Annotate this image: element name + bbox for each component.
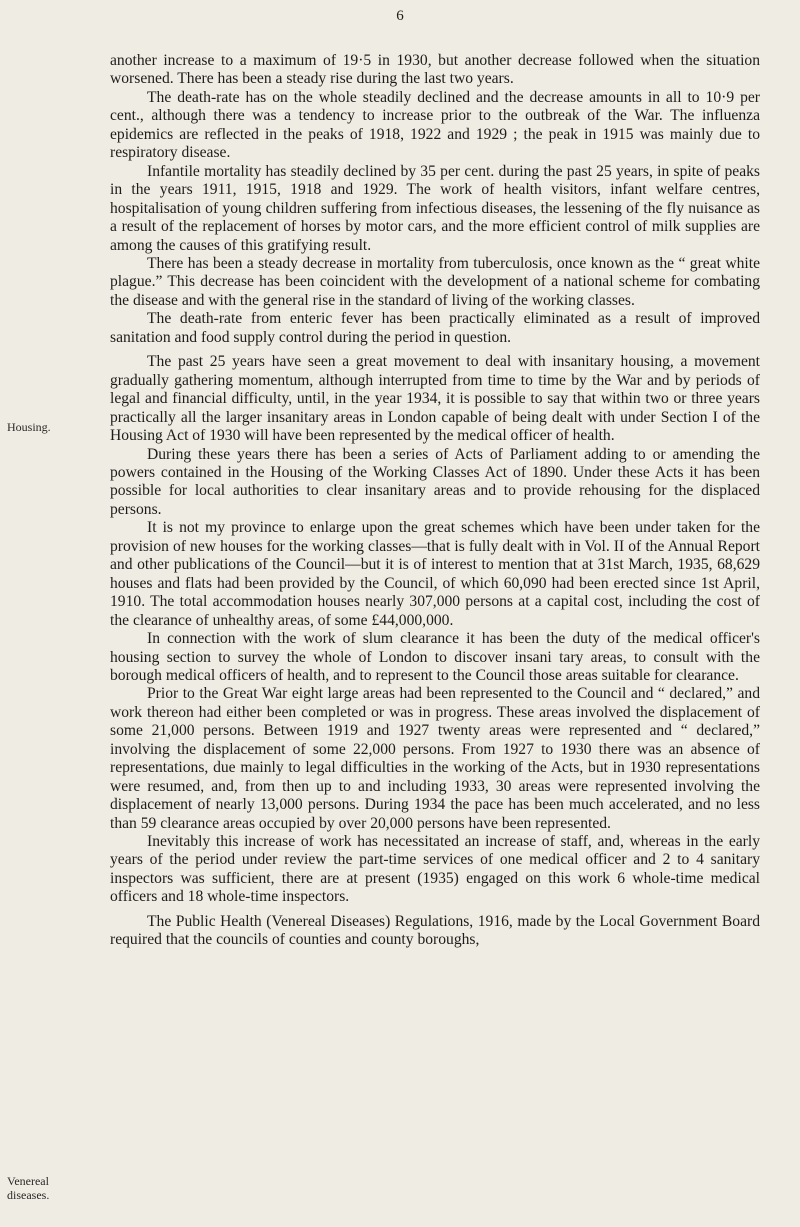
paragraph-tuberculosis: There has been a steady decrease in mortality from tuberculosis, once known as the “ great white plague.” This decrease has been coincident with the development of a national scheme for combating the disease and with the general rise in the standard of living of the working classes. xyxy=(110,254,760,309)
paragraph-housing-movement: The past 25 years have seen a great movement to deal with insanitary housing, a movement gradually gathering momentum, although interrupted from time to time by the War and by periods of legal and financial difficulty, until, in the year 1934, it is possible to say that within two or three years practically all the larger insanitary areas in London capable of being dealt with under Section I of the Housing Act of 1930 will have been represented by the medical officer of health. xyxy=(110,353,760,445)
paragraph-enteric-fever: The death-rate from enteric fever has been practically eliminated as a result of improved sanitation and food supply control during the period in question. xyxy=(110,310,760,346)
paragraph-infantile-mortality: Infantile mortality has steadily declined by 35 per cent. during the past 25 years, in spite of peaks in the years 1911, 1915, 1918 and 1929. The work of health visitors, infant welfare centres, hospitalisation of young children suffering from infectious diseases, the lessening of the fly nuisance as a result of the replacement of horses by motor cars, and the more efficient control of milk supplies are among the causes of this gratifying result. xyxy=(110,162,760,254)
margin-note-venereal-line2: diseases. xyxy=(7,1188,50,1202)
paragraph-staff-increase: Inevitably this increase of work has necessitated an increase of staff, and, whereas in the early years of the period under review the part-time services of one medical officer and 2 to 4 sanitary inspectors was sufficient, there are at present (1935) engaged on this work 6 whole-time medical officers and 18 whole-time inspectors. xyxy=(110,833,760,906)
margin-note-venereal-line1: Venereal xyxy=(7,1174,49,1188)
paragraph-new-houses: It is not my province to enlarge upon the great schemes which have been under taken for the provision of new houses for the working classes—that is fully dealt with in Vol. II of the Annual Report and other publications of the Council—but it is of interest to mention that at 31st March, 1935, 68,629 houses and flats had been provided by the Council, of which 60,090 had been erected since 1st April, 1910. The total accommodation houses nearly 307,000 persons at a capital cost, including the cost of the clearance of unhealthy areas, of some £44,000,000. xyxy=(110,519,760,629)
body-text xyxy=(110,52,760,950)
paragraph-acts-of-parliament: During these years there has been a series of Acts of Parliament adding to or amending the powers contained in the Housing of the Working Classes Act of 1890. Under these Acts it has been possible for local authorities to clear insanitary areas and to provide rehousing for the displaced persons. xyxy=(110,445,760,518)
paragraph-slum-clearance: In connection with the work of slum clearance it has been the duty of the medical officer's housing section to survey the whole of London to discover insani tary areas, to consult with the borough medical officers of health, and to represent to the Council those areas suitable for clearance. xyxy=(110,630,760,684)
margin-note-housing: Housing. xyxy=(7,420,51,434)
paragraph-continuation: another increase to a maximum of 19·5 in 1930, but another decrease followed when the situation worsened. There has been a steady rise during the last two years. xyxy=(110,52,760,88)
margin-note-venereal-diseases xyxy=(7,1174,102,1202)
page-number: 6 xyxy=(396,8,404,24)
paragraph-death-rate: The death-rate has on the whole steadily declined and the decrease amounts in all to 10·9 per cent., although there was a tendency to increase prior to the outbreak of the War. The influenza epidemics are reflected in the peaks of 1918, 1922 and 1929 ; the peak in 1915 was mainly due to respiratory disease. xyxy=(110,88,760,162)
paragraph-clearance-areas: Prior to the Great War eight large areas had been represented to the Council and “ declared,” and work thereon had either been completed or was in progress. These areas involved the displacement of some 21,000 persons. Between 1919 and 1927 twenty areas were represented and “ declared,” involving the displacement of some 22,000 persons. From 1927 to 1930 there was an absence of representations, due mainly to legal difficulties in the working of the Acts, but in 1930 representations were resumed, and, from then up to and including 1933, 30 areas were represented involving the displacement of nearly 13,000 persons. During 1934 the pace has been much accelerated, and no less than 59 clearance areas occupied by over 20,000 persons have been represented. xyxy=(110,685,760,832)
paragraph-venereal-diseases: The Public Health (Venereal Diseases) Regulations, 1916, made by the Local Government Board required that the councils of counties and county boroughs, xyxy=(110,912,760,949)
